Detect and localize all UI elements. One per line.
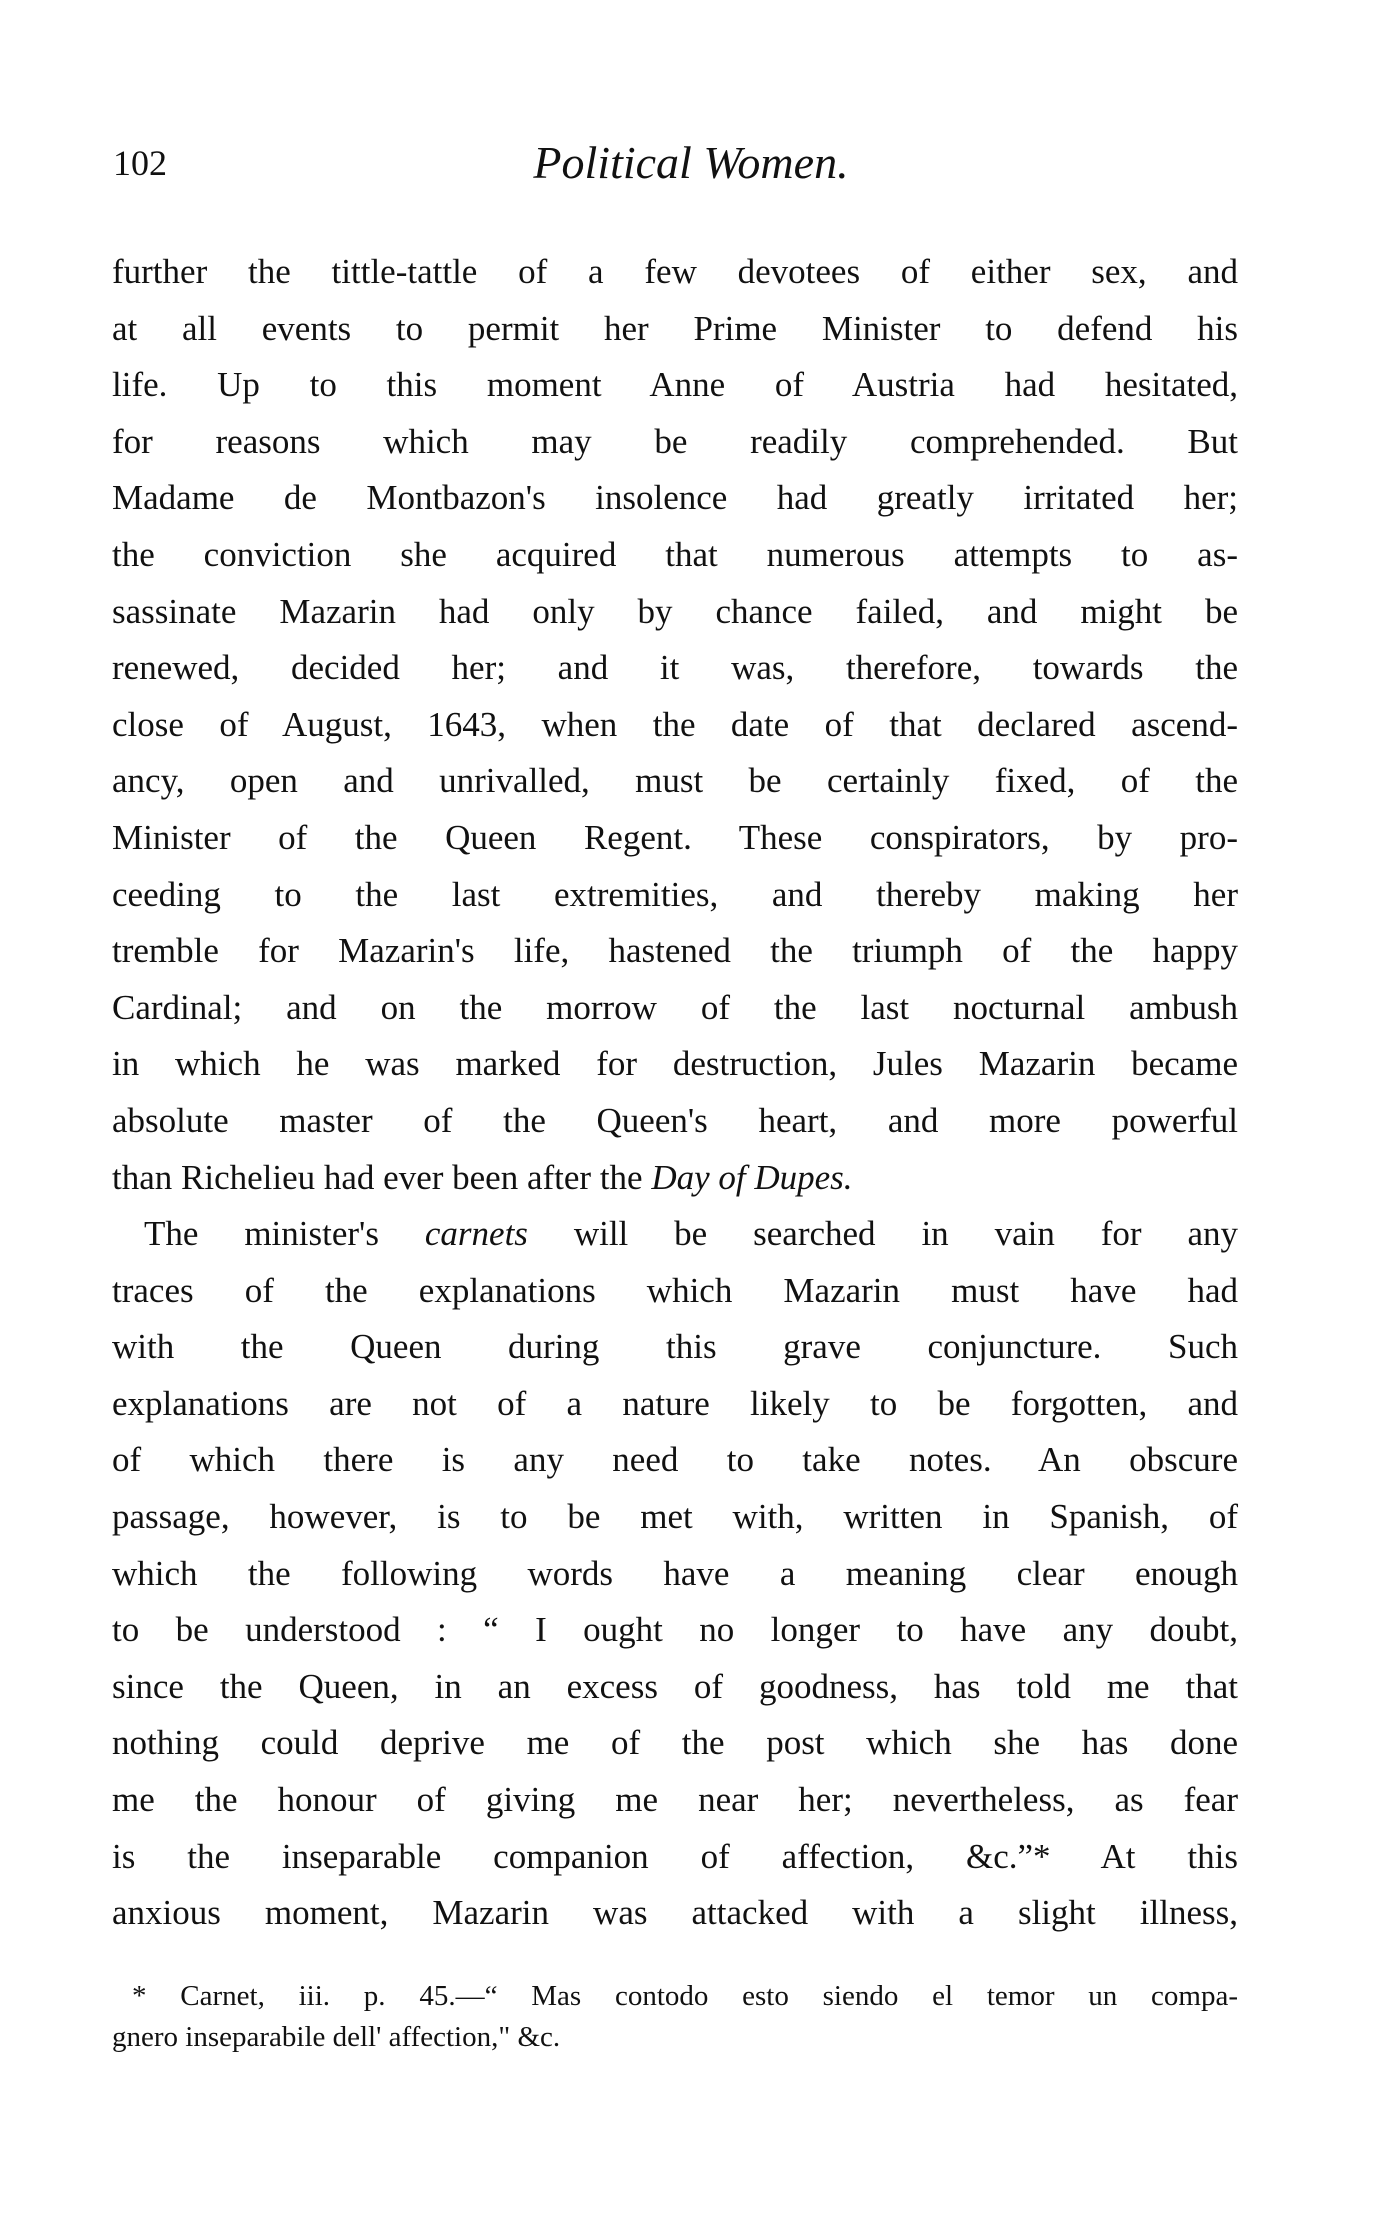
text-line: to be understood : “ I ought no longer to have any doubt, [112, 1610, 1238, 1650]
text-line: me the honour of giving me near her; nevertheless, as fear [112, 1780, 1238, 1820]
text-line: passage, however, is to be met with, written in Spanish, of [112, 1497, 1238, 1537]
text-segment: will be searched in vain for any [527, 1214, 1238, 1254]
body-text [112, 244, 1238, 1942]
text-line: for reasons which may be readily comprehended. But [112, 421, 1238, 461]
page-number: 102 [113, 143, 167, 183]
text-line: nothing could deprive me of the post which she has done [112, 1723, 1238, 1763]
footnote [112, 1976, 1238, 2058]
text-line: anxious moment, Mazarin was attacked with a slight illness, [112, 1893, 1238, 1933]
text-segment: than Richelieu had ever been after the [112, 1157, 652, 1197]
text-line: ceeding to the last extremities, and thereby making her [112, 874, 1238, 914]
text-segment: The minister's [144, 1214, 425, 1254]
text-line: absolute master of the Queen's heart, and more powerful [112, 1100, 1238, 1140]
text-line: ancy, open and unrivalled, must be certainly fixed, of the [112, 761, 1238, 801]
text-line: further the tittle-tattle of a few devotees of either sex, and [112, 252, 1238, 291]
text-line: Cardinal; and on the morrow of the last nocturnal ambush [112, 987, 1238, 1027]
text-line: in which he was marked for destruction, Jules Mazarin became [112, 1044, 1238, 1084]
text-line: renewed, decided her; and it was, therefore, towards the [112, 648, 1238, 688]
text-line: life. Up to this moment Anne of Austria had hesitated, [112, 365, 1238, 405]
text-line: which the following words have a meaning clear enough [112, 1553, 1238, 1593]
text-line [112, 1150, 1238, 1207]
text-line: with the Queen during this grave conjuncture. Such [112, 1327, 1238, 1367]
text-line: at all events to permit her Prime Minister to defend his [112, 308, 1238, 348]
footnote-line: * Carnet, iii. p. 45.—“ Mas contodo esto siendo el temor un compa- [132, 1980, 1238, 2012]
text-line: of which there is any need to take notes. An obscure [112, 1440, 1238, 1480]
running-title: Political Women. [533, 137, 849, 188]
text-line: tremble for Mazarin's life, hastened the triumph of the happy [112, 931, 1238, 971]
text-line [112, 1206, 1238, 1263]
text-line: sassinate Mazarin had only by chance failed, and might be [112, 591, 1238, 631]
text-line: the conviction she acquired that numerous attempts to as- [112, 534, 1238, 574]
footnote-line: gnero inseparabile dell' affection," &c. [112, 2021, 561, 2053]
text-line: close of August, 1643, when the date of that declared ascend- [112, 704, 1238, 744]
text-line: explanations are not of a nature likely to be forgotten, and [112, 1383, 1238, 1423]
text-line: since the Queen, in an excess of goodness, has told me that [112, 1666, 1238, 1706]
text-line: Minister of the Queen Regent. These conspirators, by pro- [112, 817, 1238, 857]
italic-term: carnets [424, 1214, 528, 1254]
text-line: Madame de Montbazon's insolence had greatly irritated her; [112, 478, 1238, 518]
italic-title: Day of Dupes. [651, 1157, 853, 1197]
text-line: is the inseparable companion of affection, &c.”* At this [112, 1836, 1238, 1876]
text-line: traces of the explanations which Mazarin must have had [112, 1270, 1238, 1310]
